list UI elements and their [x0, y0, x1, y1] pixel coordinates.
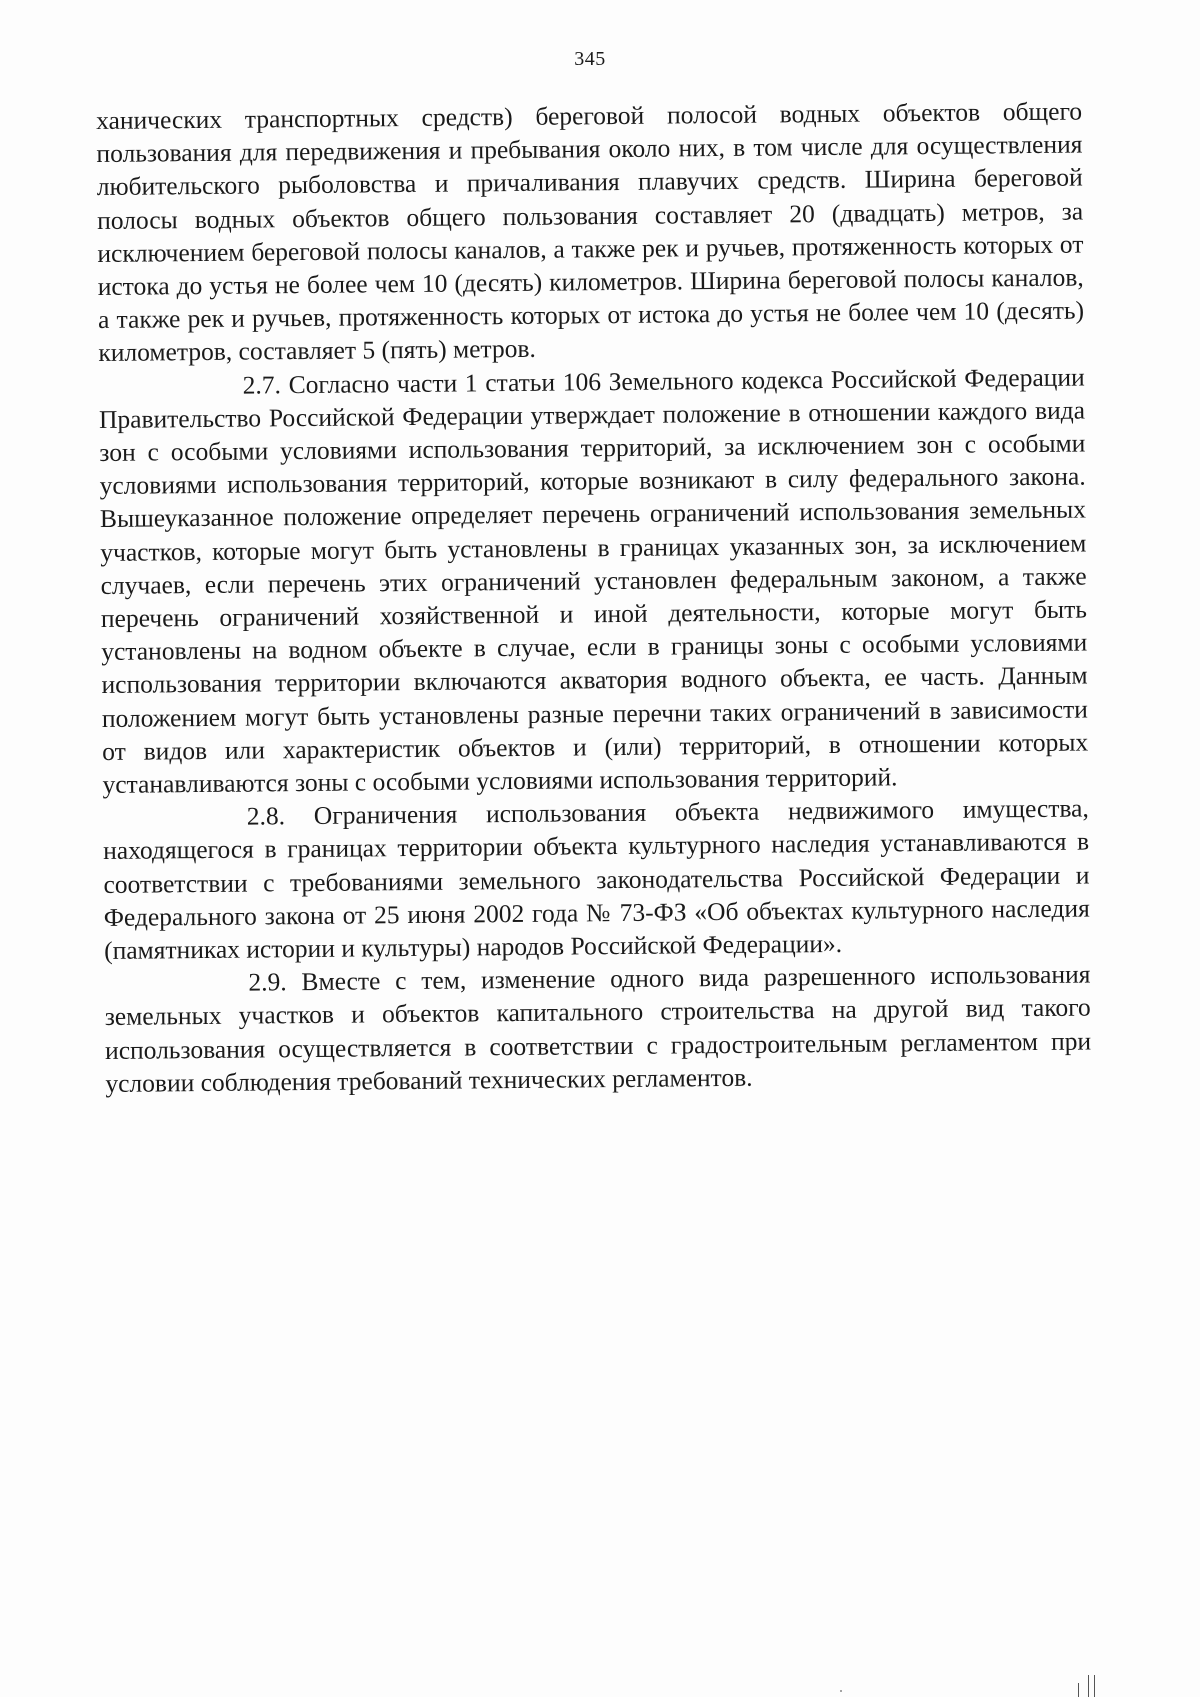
paragraph-text: Согласно части 1 статьи 106 Земельного кодекса Российской Федерации Правительство Российской Федерации утверждает положение в отношении каждого вида зон с особыми условиями использования территорий, за исключением зон с особыми условиями использования территорий, которые возникают в силу федерального закона. Вышеуказанное положение определяет перечень ограничений использования земельных участков, которые могут быть установлены в границах указанных зон, за исключением случаев, если перечень этих ограничений установлен федеральным законом, а также перечень ограничений хозяйственной и иной деятельности, которые могут быть установлены на водном объекте в случае, если в границы зоны с особыми условиями использования территории включаются акватория водного объекта, ее часть. Данным положением могут быть установлены разные перечни таких ограничений в зависимости от видов или характеристик объектов и (или) территорий, в отношении которых устанавливаются зоны с особыми условиями использования территорий. [98, 362, 1089, 800]
scan-speck [840, 1690, 842, 1692]
paragraph-text: Ограничения использования объекта недвижимого имущества, находящегося в границах территории объекта культурного наследия устанавливаются в соответствии с требованиями земельного законодательства Российской Федерации и Федерального закона от 25 июня 2002 года № 73-ФЗ «Об объектах культурного наследия (памятниках истории и культуры) народов Российской Федерации». [103, 793, 1090, 966]
paragraph-2-9 [104, 958, 1091, 1100]
paragraph-text: Вместе с тем, изменение одного вида разрешенного использования земельных участков и объектов капитального строительства на другой вид такого использования осуществляется в соответствии с градостроительным регламентом при условии соблюдения требований технических регламентов. [104, 959, 1092, 1098]
scan-edge-mark [1088, 1675, 1089, 1697]
paragraph-continuation [96, 95, 1085, 370]
scan-edge-mark [1094, 1675, 1095, 1697]
paragraph-text: ханических транспортных средств) береговой полосой водных объектов общего пользования для передвижения и пребывания около них, в том числе для осуществления любительского рыболовства и причаливания плавучих средств. Ширина береговой полосы водных объектов общего пользования составляет 20 (двадцать) метров, за исключением береговой полосы каналов, а также рек и ручьев, протяженность которых от истока до устья не более чем 10 (десять) километров. Ширина береговой полосы каналов, а также рек и ручьев, протяженность которых от истока до устья не более чем 10 (десять) километров, составляет 5 (пять) метров. [96, 96, 1085, 368]
page-number: 345 [574, 48, 606, 70]
paragraph-number: 2.8. [246, 801, 286, 831]
paragraph-number: 2.7. [242, 369, 282, 400]
scan-edge-mark [1078, 1683, 1079, 1697]
paragraph-2-7 [99, 360, 1089, 801]
paragraph-2-8 [103, 792, 1091, 967]
paragraph-number: 2.9. [248, 967, 287, 997]
document-body [96, 95, 1092, 1101]
